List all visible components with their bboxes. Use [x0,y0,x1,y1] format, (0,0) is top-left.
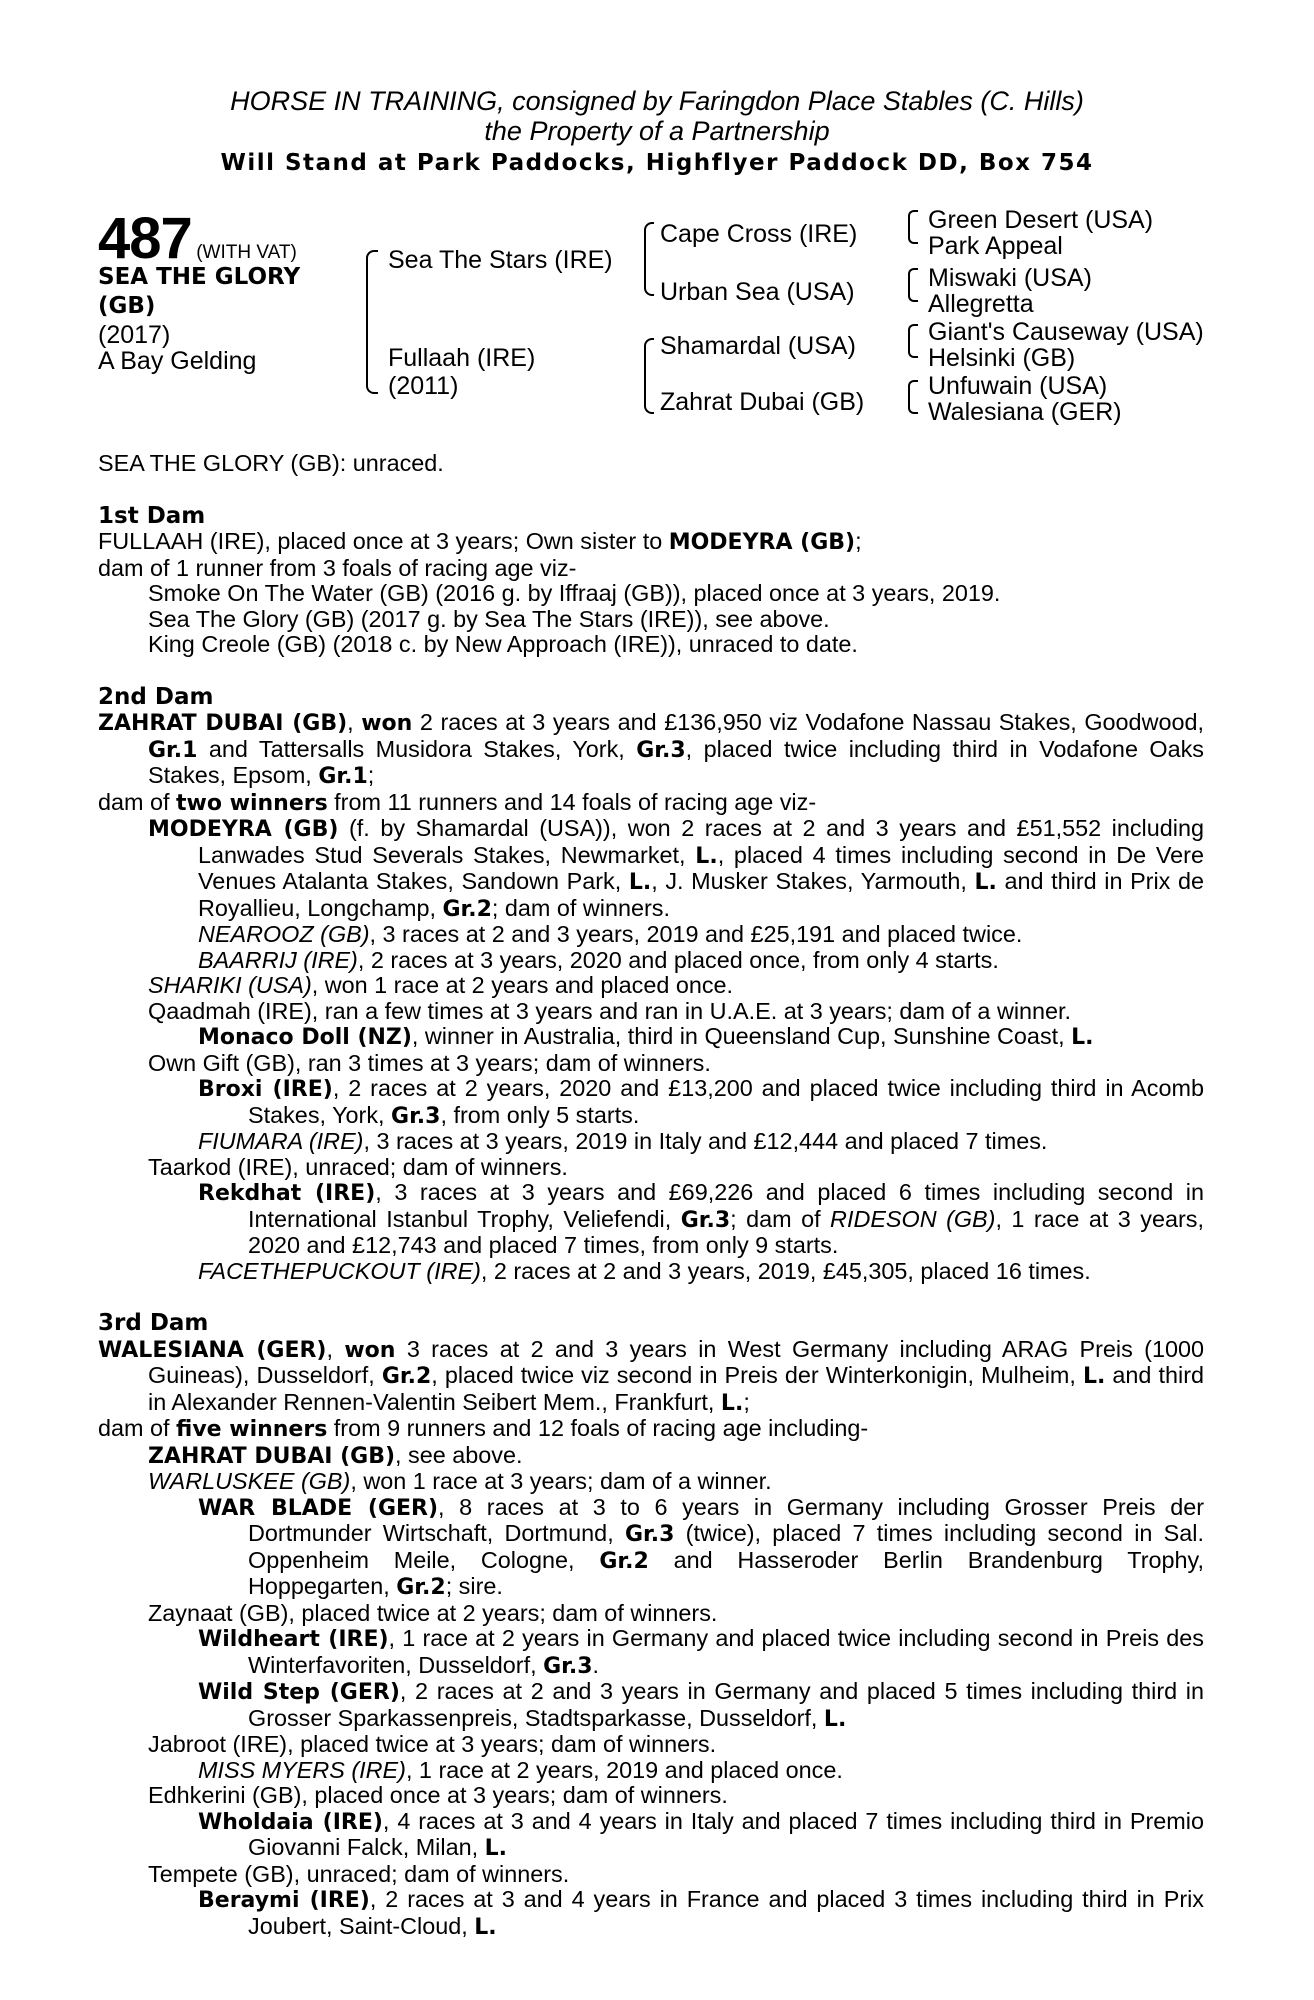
header-location: Will Stand at Park Paddocks, Highflyer Paddock DD, Box 754 [220,150,1094,176]
produce-wholdaia: Wholdaia (IRE), 4 races at 3 and 4 years in Italy and placed 7 times including third in Premio Giovanni Falck, Milan, L. [198,1807,1204,1861]
produce-war-blade: WAR BLADE (GER), 8 races at 3 to 6 years in Germany including Grosser Preis der Dortmunder Wirtschaft, Dortmund, Gr.3 (twice), placed 7 times including second in Sal. Oppenheim Meile, Cologne, Gr.2 and Hasseroder Berlin Brandenburg Trophy, Hoppegarten, Gr.2; sire. [198,1493,1205,1600]
horse-country: (GB) [98,293,156,319]
dam1-foal: Smoke On The Water (GB) (2016 g. by Iffraaj (GB)), placed once at 3 years, 2019. [148,580,1001,606]
pedigree-g8: Walesiana (GER) [928,398,1122,426]
pedigree-g7: Unfuwain (USA) [928,372,1108,400]
pedigree-g4: Allegretta [928,290,1034,318]
pedigree-dam-year: (2011) [388,372,459,400]
produce-rekdhat: Rekdhat (IRE), 3 races at 3 years and £69,226 and placed 6 times including second in International Istanbul Trophy, Veliefendi, Gr.3; dam of RIDESON (GB), 1 race at 3 years, 2020 and £12,743 and placed 7 times, from only 9 starts. [198,1179,1204,1258]
produce-edhkerini: Edhkerini (GB), placed once at 3 years; dam of winners. [148,1782,728,1808]
pedigree-g3: Miswaki (USA) [928,264,1092,292]
dam2-entry: ZAHRAT DUBAI (GB), won 2 races at 3 years and £136,950 viz Vodafone Nassau Stakes, Goodwood, Gr.1 and Tattersalls Musidora Stakes, York, Gr.3, placed twice including third in Vodafone Oaks Stakes, Epsom, Gr.1; [98,709,1204,789]
pedigree-brace-g4 [908,380,918,414]
pedigree-brace-g2 [908,268,918,302]
horse-name: SEA THE GLORY [98,264,301,290]
dam2-produce-intro: dam of two winners from 11 runners and 14 foals of racing age viz- [98,788,817,816]
pedigree-dam-sire: Shamardal (USA) [660,332,856,360]
catalogue-body [98,451,1204,1940]
produce-fiumara: FIUMARA (IRE), 3 races at 3 years, 2019 in Italy and £12,444 and placed 7 times. [198,1128,1048,1154]
pedigree-g5: Giant's Causeway (USA) [928,318,1204,346]
produce-wild-step: Wild Step (GER), 2 races at 2 and 3 years in Germany and placed 5 times including third in Grosser Sparkassenpreis, Stadtsparkasse, Dusseldorf, L. [198,1678,1204,1732]
produce-miss-myers: MISS MYERS (IRE), 1 race at 2 years, 2019 and placed once. [198,1756,843,1783]
produce-modeyra: MODEYRA (GB) (f. by Shamardal (USA)), won 2 races at 2 and 3 years and £51,552 including Lanwades Stud Severals Stakes, Newmarket, L., placed 4 times including second in De Vere Venues Atalanta Stakes, Sandown Park, L., J. Musker Stakes, Yarmouth, L. and third in Prix de Royallieu, Longchamp, Gr.2; dam of winners. [148,815,1205,922]
produce-broxi: Broxi (IRE), 2 races at 2 years, 2020 and £13,200 and placed twice including third in Acomb Stakes, York, Gr.3, from only 5 starts. [198,1075,1204,1129]
produce-taarkod: Taarkod (IRE), unraced; dam of winners. [148,1153,568,1180]
dam3-produce-intro: dam of five winners from 9 runners and 12 foals of racing age including- [98,1415,869,1442]
horse-description: A Bay Gelding [98,347,257,375]
pedigree-sire: Sea The Stars (IRE) [388,246,613,274]
lot-number-row [98,206,297,271]
pedigree-dam-dam: Zahrat Dubai (GB) [660,388,865,416]
dam1-produce-intro: dam of 1 runner from 3 foals of racing age viz- [98,554,577,581]
pedigree-dam: Fullaah (IRE) [388,344,536,372]
produce-zaynaat: Zaynaat (GB), placed twice at 2 years; dam of winners. [148,1599,718,1626]
vat-label: (WITH VAT) [196,242,297,263]
produce-facethepuckout: FACETHEPUCKOUT (IRE), 2 races at 2 and 3 years, 2019, £45,305, placed 16 times. [198,1257,1091,1284]
dam3-heading: 3rd Dam [98,1310,209,1336]
dam3-entry: WALESIANA (GER), won 3 races at 2 and 3 years in West Germany including ARAG Preis (1000 Guineas), Dusseldorf, Gr.2, placed twice viz second in Preis der Winterkonigin, Mulheim, L. and third in Alexander Rennen-Valentin Seibert Mem., Frankfurt, L.; [98,1335,1205,1416]
produce-qaadmah: Qaadmah (IRE), ran a few times at 3 years and ran in U.A.E. at 3 years; dam of a winner. [148,997,1072,1024]
header-property: the Property of a Partnership [484,116,830,146]
dam1-entry: FULLAAH (IRE), placed once at 3 years; Own sister to MODEYRA (GB); [98,528,862,555]
dam2-heading: 2nd Dam [98,683,214,710]
produce-monaco-doll: Monaco Doll (NZ), winner in Australia, third in Queensland Cup, Sunshine Coast, L. [198,1023,1094,1050]
pedigree-brace-dam [644,338,654,414]
produce-jabroot: Jabroot (IRE), placed twice at 3 years; dam of winners. [148,1731,717,1757]
pedigree-brace-sire [644,222,654,296]
produce-baarrij: BAARRIJ (IRE), 2 races at 3 years, 2020 and placed once, from only 4 starts. [198,946,999,973]
produce-own-gift: Own Gift (GB), ran 3 times at 3 years; dam of winners. [148,1049,711,1076]
pedigree-sire-sire: Cape Cross (IRE) [660,220,858,248]
pedigree-g1: Green Desert (USA) [928,206,1154,234]
produce-nearooz: NEAROOZ (GB), 3 races at 2 and 3 years, 2019 and £25,191 and placed twice. [198,921,1023,947]
pedigree-sire-dam: Urban Sea (USA) [660,278,855,306]
produce-shariki: SHARIKI (USA), won 1 race at 2 years and placed once. [148,972,734,998]
pedigree-brace-g1 [908,210,918,244]
produce-tempete: Tempete (GB), unraced; dam of winners. [148,1860,570,1887]
pedigree-g6: Helsinki (GB) [928,344,1076,372]
horse-year: (2017) [98,321,171,349]
dam1-foal: King Creole (GB) (2018 c. by New Approach (IRE)), unraced to date. [148,631,858,657]
lot-number: 487 [98,206,192,271]
pedigree-g2: Park Appeal [928,232,1063,260]
header-consignor: HORSE IN TRAINING, consigned by Faringdon Place Stables (C. Hills) [230,86,1084,116]
race-summary: SEA THE GLORY (GB): unraced. [98,450,444,476]
pedigree-brace-1 [366,250,378,394]
produce-warluskee: WARLUSKEE (GB), won 1 race at 3 years; dam of a winner. [148,1468,772,1494]
dam1-heading: 1st Dam [98,502,206,529]
pedigree-brace-g3 [908,324,918,358]
produce-zahrat-dubai: ZAHRAT DUBAI (GB), see above. [148,1441,523,1469]
dam1-foal: Sea The Glory (GB) (2017 g. by Sea The Stars (IRE)), see above. [148,605,830,632]
produce-wildheart: Wildheart (IRE), 1 race at 2 years in Germany and placed twice including second in Preis des Winterfavoriten, Dusseldorf, Gr.3. [198,1625,1204,1679]
produce-beraymi: Beraymi (IRE), 2 races at 3 and 4 years in France and placed 3 times including third in Prix Joubert, Saint-Cloud, L. [198,1886,1204,1940]
